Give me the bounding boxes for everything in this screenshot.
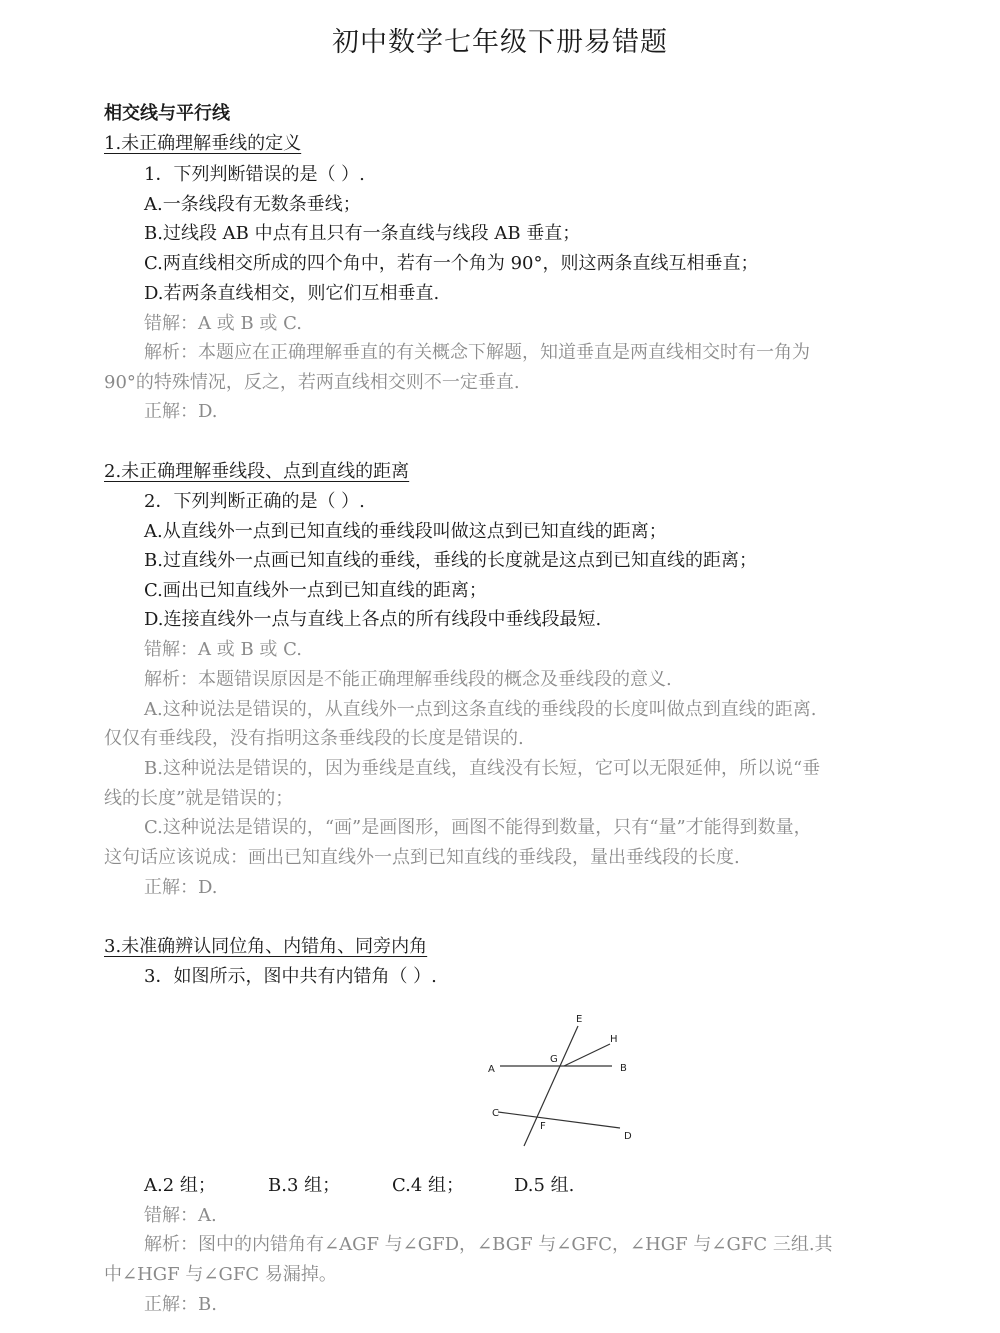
q2-option-d: D.连接直线外一点与直线上各点的所有线段中垂线段最短. — [144, 609, 602, 630]
q1-option-d: D.若两条直线相交，则它们互相垂直. — [144, 283, 440, 304]
q2-option-b: B.过直线外一点画已知直线的垂线，垂线的长度就是这点到已知直线的距离； — [144, 550, 757, 571]
q2-analysis-line-6: C.这种说法是错误的，“画”是画图形，画图不能得到数量，只有“量”才能得到数量， — [144, 817, 812, 838]
question-1: 1．下列判断错误的是（ ）. — [144, 164, 365, 185]
q2-option-c: C.画出已知直线外一点到已知直线的距离； — [144, 580, 487, 601]
label-b: B — [620, 1063, 627, 1074]
label-g: G — [550, 1054, 558, 1065]
label-c: C — [492, 1108, 499, 1119]
ray-gh — [564, 1044, 610, 1066]
q1-analysis-line-2: 90°的特殊情况，反之，若两直线相交则不一定垂直. — [104, 372, 520, 393]
label-a: A — [488, 1064, 495, 1075]
q1-option-b: B.过线段 AB 中点有且只有一条直线与线段 AB 垂直； — [144, 223, 581, 244]
q3-correct-answer: 正解：B. — [144, 1294, 217, 1315]
topic-2-heading: 2.未正确理解垂线段、点到直线的距离 — [104, 461, 410, 482]
label-f: F — [540, 1121, 546, 1132]
q2-analysis-line-2: A.这种说法是错误的，从直线外一点到这条直线的垂线段的长度叫做点到直线的距离. — [144, 699, 817, 720]
q3-analysis-line-2: 中∠HGF 与∠GFC 易漏掉。 — [104, 1264, 337, 1285]
q3-option-d: D.5 组. — [514, 1175, 575, 1196]
q2-wrong-answer: 错解：A 或 B 或 C. — [144, 639, 302, 660]
q3-option-a: A.2 组； — [144, 1175, 216, 1196]
topic-3-heading: 3.未准确辨认同位角、内错角、同旁内角 — [104, 936, 428, 957]
label-d: D — [624, 1131, 632, 1142]
q2-option-a: A.从直线外一点到已知直线的垂线段叫做这点到已知直线的距离； — [144, 521, 667, 542]
line-cd — [498, 1112, 620, 1128]
q1-wrong-answer: 错解：A 或 B 或 C. — [144, 313, 302, 334]
q1-analysis-line-1: 解析：本题应在正确理解垂直的有关概念下解题，知道垂直是两直线相交时有一角为 — [144, 342, 810, 363]
q1-option-c: C.两直线相交所成的四个角中，若有一个角为 90°，则这两条直线互相垂直； — [144, 253, 759, 274]
question-3: 3．如图所示，图中共有内错角（ ）. — [144, 966, 437, 987]
q3-option-b: B.3 组； — [268, 1175, 341, 1196]
q2-analysis-line-4: B.这种说法是错误的，因为垂线是直线，直线没有长短，它可以无限延伸，所以说“垂 — [144, 758, 821, 779]
geometry-figure — [480, 1008, 640, 1156]
q3-analysis-line-1: 解析：图中的内错角有∠AGF 与∠GFD，∠BGF 与∠GFC，∠HGF 与∠GFC 三组.其 — [144, 1234, 833, 1255]
label-h: H — [610, 1034, 618, 1045]
q3-wrong-answer: 错解：A. — [144, 1205, 217, 1226]
q2-analysis-line-7: 这句话应该说成：画出已知直线外一点到已知直线的垂线段，量出垂线段的长度. — [104, 847, 740, 868]
q3-option-c: C.4 组； — [392, 1175, 465, 1196]
page-title: 初中数学七年级下册易错题 — [332, 27, 668, 58]
q2-analysis-line-3: 仅仅有垂线段，没有指明这条垂线段的长度是错误的. — [104, 728, 524, 749]
label-e: E — [576, 1014, 583, 1025]
q2-correct-answer: 正解：D. — [144, 877, 218, 898]
line-ef — [524, 1026, 578, 1146]
q1-option-a: A.一条线段有无数条垂线； — [144, 194, 361, 215]
topic-1-heading: 1.未正确理解垂线的定义 — [104, 133, 302, 154]
question-2: 2．下列判断正确的是（ ）. — [144, 491, 365, 512]
section-title: 相交线与平行线 — [104, 103, 230, 124]
q2-analysis-line-5: 线的长度”就是错误的； — [104, 788, 294, 809]
q1-correct-answer: 正解：D. — [144, 401, 218, 422]
q2-analysis-line-1: 解析：本题错误原因是不能正确理解垂线段的概念及垂线段的意义. — [144, 669, 672, 690]
